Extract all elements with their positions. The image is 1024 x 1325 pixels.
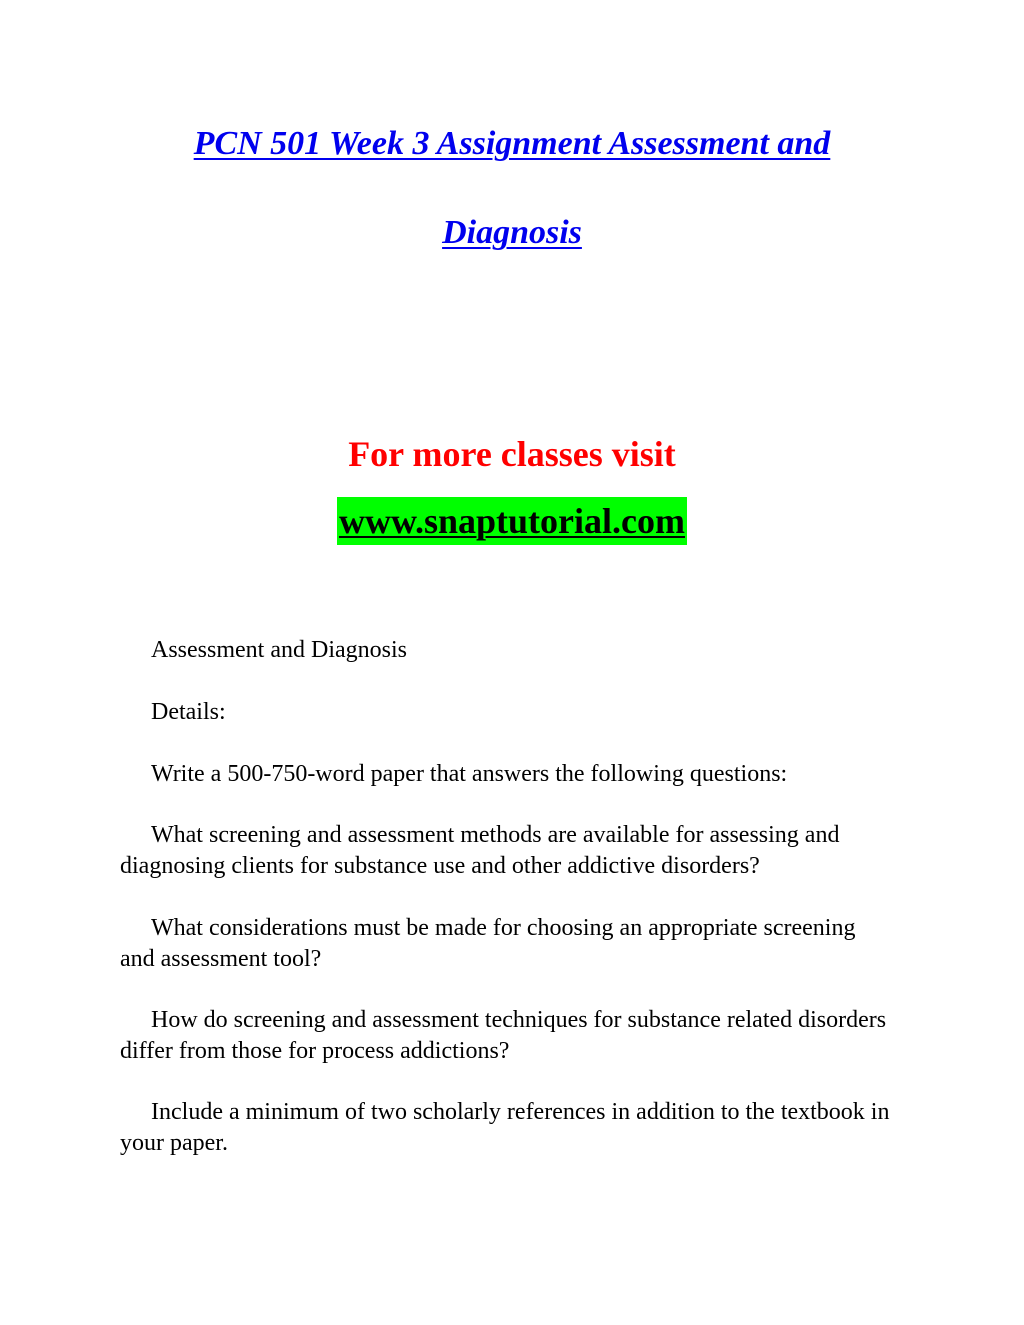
title-line-1 bbox=[0, 124, 1024, 164]
snaptutorial-link[interactable]: www.snaptutorial.com bbox=[337, 497, 687, 545]
paragraph-assessment-heading: Assessment and Diagnosis bbox=[151, 637, 407, 663]
paragraph-details-label: Details: bbox=[151, 699, 226, 725]
paragraph-question-1: What screening and assessment methods are available for assessing and diagnosing clients for substance use and other addictive disorders? bbox=[120, 822, 840, 879]
title-link-line-2[interactable]: Diagnosis bbox=[442, 214, 582, 251]
paragraph-question-3: How do screening and assessment techniques for substance related disorders differ from those for process addictions? bbox=[120, 1007, 887, 1064]
promo-text: For more classes visit bbox=[348, 434, 676, 474]
paragraph-references-requirement: Include a minimum of two scholarly references in addition to the textbook in your paper. bbox=[120, 1099, 890, 1156]
paragraph-question-2: What considerations must be made for choosing an appropriate screening and assessment tool? bbox=[120, 915, 856, 972]
title-line-2 bbox=[0, 213, 1024, 253]
title-link-line-1[interactable]: PCN 501 Week 3 Assignment Assessment and bbox=[193, 125, 831, 162]
paragraph-instructions: Write a 500-750-word paper that answers the following questions: bbox=[151, 761, 788, 787]
promo-link-wrapper bbox=[0, 497, 1024, 545]
